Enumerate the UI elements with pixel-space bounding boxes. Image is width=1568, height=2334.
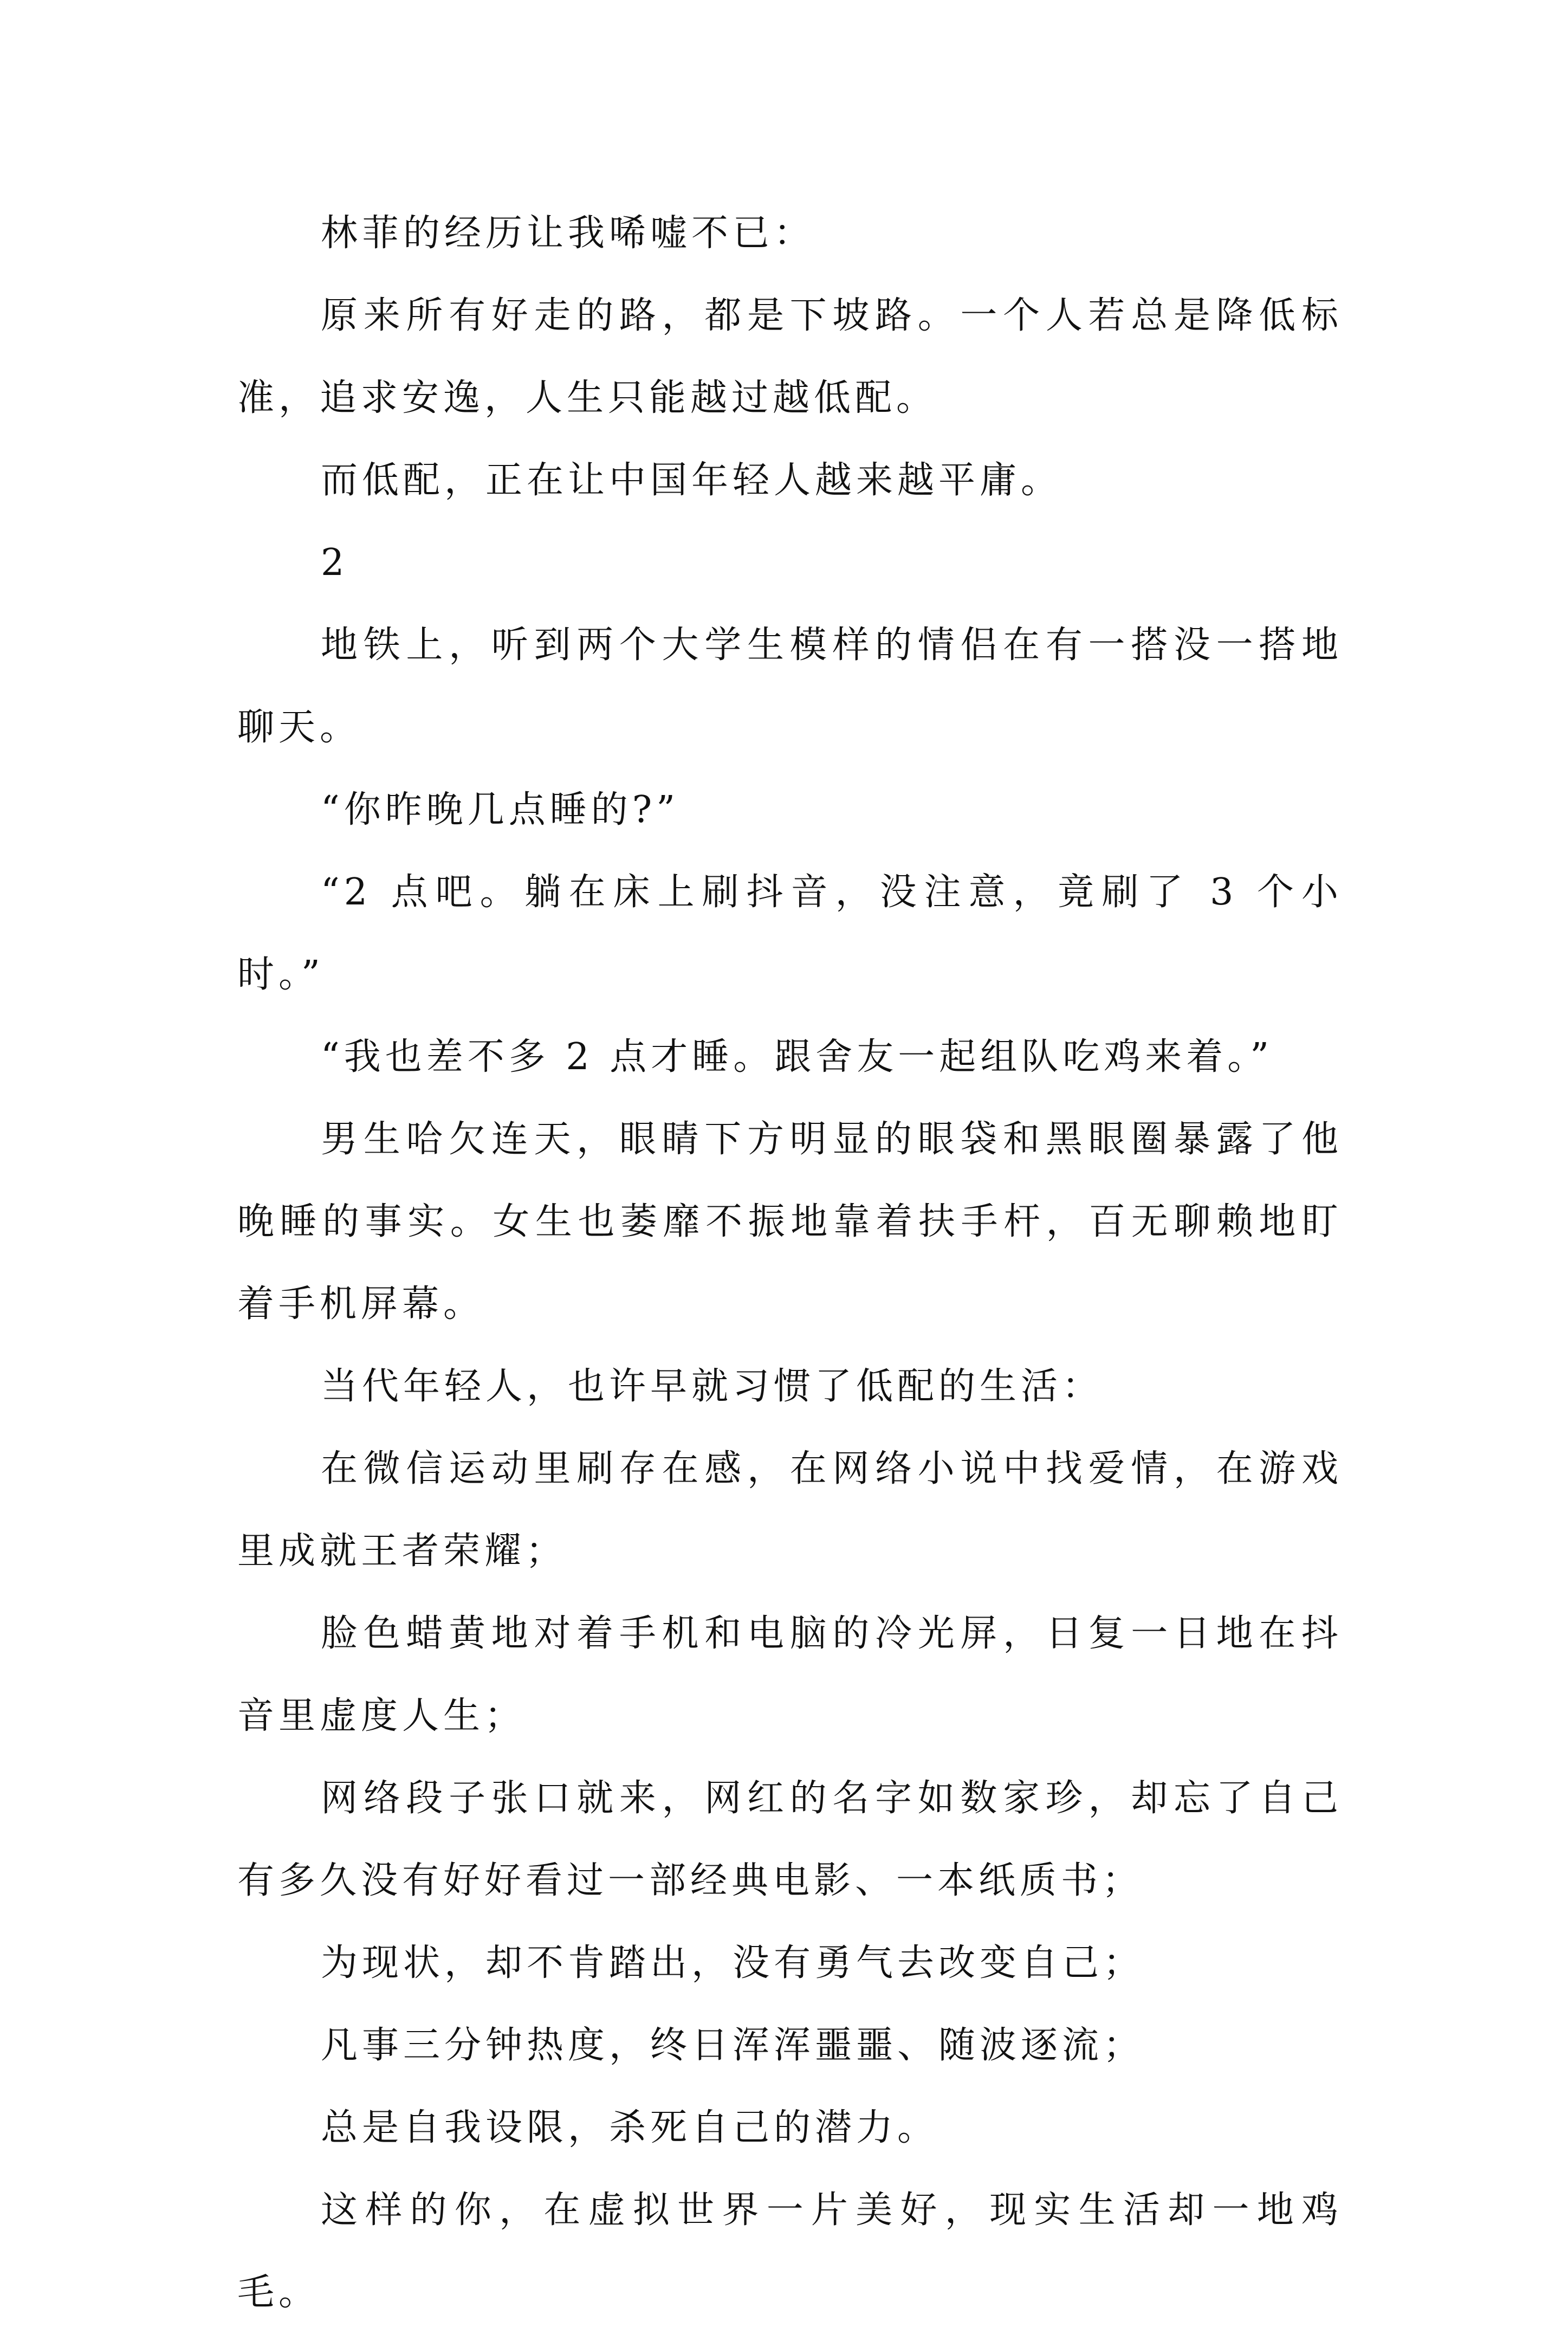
dialogue-line-3: “我也差不多 2 点才睡。跟舍友一起组队吃鸡来着。” <box>321 1036 1274 1078</box>
list-item-5: 凡事三分钟热度，终日浑浑噩噩、随波逐流； <box>321 2024 1145 2067</box>
dialogue-line-2: “2 点吧。躺在床上刷抖音，没注意，竟刷了 3 个小时。” <box>237 871 1343 996</box>
paragraph-4: 地铁上，听到两个大学生模样的情侣在有一搭没一搭地聊天。 <box>237 624 1343 749</box>
article-body <box>237 192 1343 2334</box>
paragraph-2: 原来所有好走的路，都是下坡路。一个人若总是降低标准，追求安逸，人生只能越过越低配。 <box>237 294 1343 419</box>
list-item-4: 为现状，却不肯踏出，没有勇气去改变自己； <box>321 1942 1145 1984</box>
list-item-3: 网络段子张口就来，网红的名字如数家珍，却忘了自己有多久没有好好看过一部经典电影、一本纸质书； <box>237 1777 1343 1902</box>
paragraph-5: 男生哈欠连天，眼睛下方明显的眼袋和黑眼圈暴露了他晚睡的事实。女生也萎靡不振地靠着扶手杆，百无聊赖地盯着手机屏幕。 <box>237 1118 1343 1326</box>
paragraph-1: 林菲的经历让我唏嘘不已： <box>321 212 815 255</box>
dialogue-line-1: “你昨晚几点睡的?” <box>321 788 679 831</box>
paragraph-7: 这样的你，在虚拟世界一片美好，现实生活却一地鸡毛。 <box>237 2189 1343 2314</box>
paragraph-6: 当代年轻人，也许早就习惯了低配的生活： <box>321 1365 1104 1408</box>
list-item-2: 脸色蜡黄地对着手机和电脑的冷光屏，日复一日地在抖音里虚度人生； <box>237 1612 1343 1737</box>
section-number: 2 <box>321 541 345 584</box>
paragraph-3: 而低配，正在让中国年轻人越来越平庸。 <box>321 459 1062 502</box>
list-item-6: 总是自我设限，杀死自己的潜力。 <box>321 2106 939 2149</box>
list-item-1: 在微信运动里刷存在感，在网络小说中找爱情，在游戏里成就王者荣耀； <box>237 1447 1343 1573</box>
